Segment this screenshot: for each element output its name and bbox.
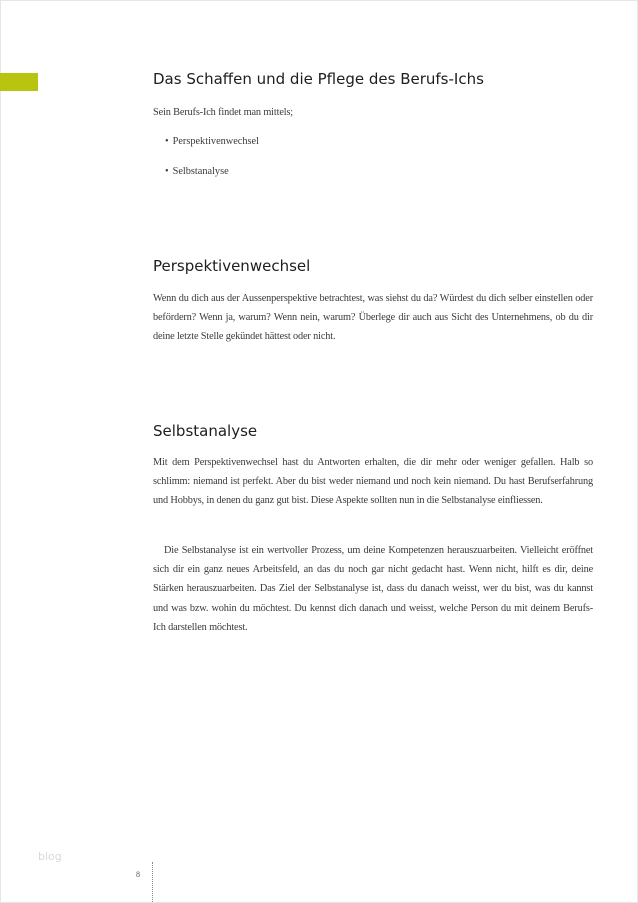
- intro-text: Sein Berufs-Ich findet man mittels;: [153, 107, 294, 118]
- footer-divider: [152, 862, 153, 902]
- selbstanalyse-paragraph-2: Die Selbstanalyse ist ein wertvoller Prozess, um deine Kompetenzen herauszuarbeiten. Vielleicht eröffnet sich dir ein ganz neues Arbeitsfeld, an das du noch gar nicht gedacht hast. Wenn nicht, hilft es dir, deine Stärken herauszuarbeiten. Das Ziel der Selbstanalyse ist, dass du danach weisst, wer du bist, was du kannst und was bzw. wohin du möchtest. Du kennst dich danach und weisst, welche Person du mit deinem Berufs-Ich darstellen möchtest.: [153, 545, 593, 633]
- watermark-text: blog: [38, 850, 62, 863]
- bullet-icon: •: [165, 136, 169, 147]
- section-title-berufs-ich: Das Schaffen und die Pflege des Berufs-Ichs: [153, 70, 484, 88]
- section-title-perspektivenwechsel: Perspektivenwechsel: [153, 257, 311, 275]
- accent-bar: [0, 73, 38, 91]
- perspektivenwechsel-paragraph: Wenn du dich aus der Aussenperspektive betrachtest, was siehst du da? Würdest du dich selber einstellen oder befördern? Wenn ja, warum? Wenn nein, warum? Überlege dir auch aus Sicht des Unternehmens, ob du dir deine letzte Stelle gekündet hättest oder nicht.: [153, 293, 593, 343]
- bullet-label: Selbstanalyse: [172, 166, 229, 177]
- page-number: 8: [136, 870, 140, 879]
- bullet-icon: •: [165, 166, 169, 177]
- selbstanalyse-paragraph-1: Mit dem Perspektivenwechsel hast du Antworten erhalten, die dir mehr oder weniger gefallen. Halb so schlimm: niemand ist perfekt. Aber du bist weder niemand und noch kein niemand. Du hast Berufserfahrung und Hobbys, in denen du ganz gut bist. Diese Aspekte sollten nun in die Selbstanalyse einfliessen.: [153, 457, 593, 507]
- section-title-selbstanalyse: Selbstanalyse: [153, 422, 258, 440]
- bullet-list: [165, 132, 259, 192]
- list-item: [165, 132, 259, 162]
- bullet-label: Perspektivenwechsel: [172, 136, 259, 147]
- list-item: [165, 162, 259, 192]
